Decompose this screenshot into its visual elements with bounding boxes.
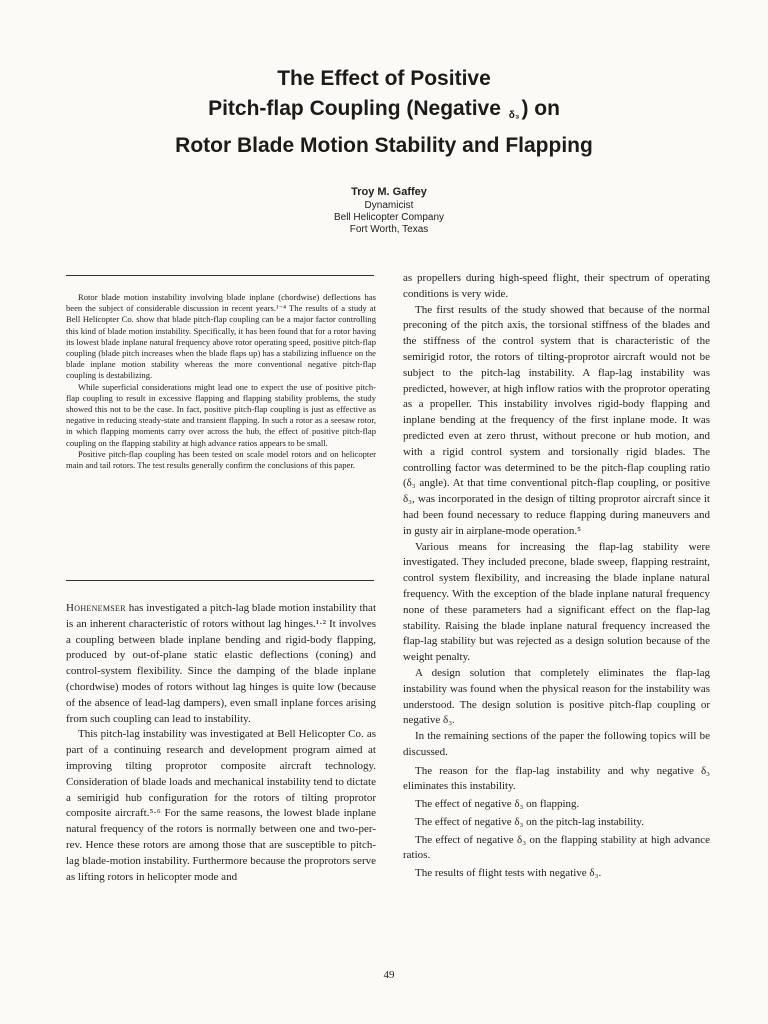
abstract-top-rule	[66, 275, 374, 276]
author-location: Fort Worth, Texas	[349, 224, 429, 235]
lead-word: Hohenemser	[66, 602, 126, 614]
body-paragraph-5: A design solution that completely eliminates the flap-lag instability was found when the physical reason for the instability was understood. The design solution is positive pitch-flap coupling or negative δ₃.	[403, 666, 710, 727]
body-paragraph-1-text: has investigated a pitch-lag blade motion instability that is an inherent characteristic of rotors without lag hinges.¹·² It involves a coupling between blade inplane bending and rigid-body flapping, produced by out-of-plane static elastic deflections (coning) and control-system flexibility. Since the damping of the blade inplane (chordwise) modes of rotors without lag hinges is quite low (because of the absence of lead-lag dampers), even small inplane forces arising from such coupling can lead to instability.	[66, 602, 376, 725]
body-paragraph-1	[66, 601, 376, 727]
topic-list-item: The reason for the flap-lag instability and why negative δ₃ eliminates this instability.	[403, 764, 710, 792]
title-line-2-post: ) on	[521, 97, 560, 120]
body-right-column	[403, 271, 710, 881]
abstract-bottom-rule	[66, 580, 374, 581]
title-line-2	[0, 94, 768, 131]
page-number: 49	[383, 969, 395, 981]
author-role: Dynamicist	[364, 200, 414, 211]
abstract-paragraph-3: Positive pitch-flap coupling has been tested on scale model rotors and on helicopter main and tail rotors. The test results generally confirm the conclusions of this paper.	[66, 448, 376, 471]
body-paragraph-4: Various means for increasing the flap-lag stability were investigated. They included precone, blade sweep, flapping restraint, control system flexibility, and increasing the blade inplane natural frequency. With the exception of the blade inplane natural frequency none of these parameters had a significant effect on the flap-lag stability. Raising the blade inplane natural frequency increased the flap-lag stability but was rejected as a design solution because of the weight penalty.	[403, 540, 710, 664]
abstract	[66, 292, 376, 471]
title-line-3: Rotor Blade Motion Stability and Flapping	[175, 134, 593, 157]
topic-list-item: The results of flight tests with negative δ₃.	[415, 866, 602, 879]
body-left-column	[66, 601, 376, 885]
body-paragraph-6: In the remaining sections of the paper the following topics will be discussed.	[403, 730, 710, 758]
author-company: Bell Helicopter Company	[333, 212, 445, 223]
topic-list-item: The effect of negative δ₃ on the pitch-lag instability.	[415, 815, 644, 828]
author-name: Troy M. Gaffey	[351, 186, 427, 198]
author-block	[0, 185, 768, 236]
abstract-paragraph-2: While superficial considerations might lead one to expect the use of positive pitch-flap coupling to result in excessive flapping and flapping stability problems, the study showed this not to be the case. In fact, positive pitch-flap coupling is just as effective as negative in reducing steady-state and transient flapping. In such a rotor as a seesaw rotor, in which flapping moments carry over across the hub, the effect of positive pitch-flap coupling on the flapping stability at high advance ratios appears to be small.	[66, 381, 376, 448]
paper-title	[0, 64, 768, 161]
title-line-2-pre: Pitch-flap Coupling (Negative	[208, 97, 501, 120]
topic-list-item: The effect of negative δ₃ on flapping.	[415, 797, 580, 810]
delta3-symbol: δ₃	[508, 110, 520, 121]
body-paragraph-3: The first results of the study showed that because of the normal preconing of the pitch axis, the torsional stiffness of the blades and the stiffness of the control system that is characteristic of the semirigid rotor, the rotors of tilting-proprotor aircraft would not be subject to the pitch-lag instability. A flap-lag instability was predicted, however, at high inflow ratios with the proprotor operating as a propeller. This instability involves rigid-body flapping and inplane bending at the frequency of the first inplane mode. It was predicted even at zero thrust, without precone or hub motion, and with a rigid control system and torsionally rigid blades. The controlling factor was determined to be the pitch-flap coupling ratio (δ₃ angle). At that time conventional pitch-flap coupling, or positive δ₃, was incorporated in the design of tilting proprotor aircraft since it had been found necessary to reduce flapping during maneuvers and in gusty air in airplane-mode operation.⁵	[403, 303, 710, 537]
topic-list-item: The effect of negative δ₃ on the flapping stability at high advance ratios.	[403, 833, 710, 861]
abstract-paragraph-1: Rotor blade motion instability involving blade inplane (chordwise) deflections has been the subject of considerable discussion in recent years.¹⁻⁴ The results of a study at Bell Helicopter Co. show that blade pitch-flap coupling can be a major factor controlling this kind of blade motion instability. Specifically, it has been found that for a rotor having its lowest blade inplane natural frequency above rotor operating speed, positive pitch-flap coupling (blade pitch increases when the blade flaps up) has a stabilizing influence on the blade inplane motion stability whereas the more conventional negative pitch-flap coupling is destabilizing.	[66, 292, 376, 381]
title-line-1: The Effect of Positive	[277, 67, 491, 90]
body-paragraph-2: This pitch-lag instability was investigated at Bell Helicopter Co. as part of a continuing research and development program aimed at improving tilting proprotor composite aircraft technology. Consideration of blade loads and mechanical instability tend to dictate a semirigid hub configuration for the rotors of tilting proprotor composite aircraft.⁵·⁶ For the same reasons, the lowest blade inplane natural frequency of the rotors is normally between one and two-per-rev. Hence these rotors are among those that are susceptible to pitch-lag blade-motion instability. Furthermore because the proprotors serve as lifting rotors in helicopter mode and	[66, 728, 376, 883]
body-paragraph-continued: as propellers during high-speed flight, their spectrum of operating conditions is very wide.	[403, 272, 710, 300]
